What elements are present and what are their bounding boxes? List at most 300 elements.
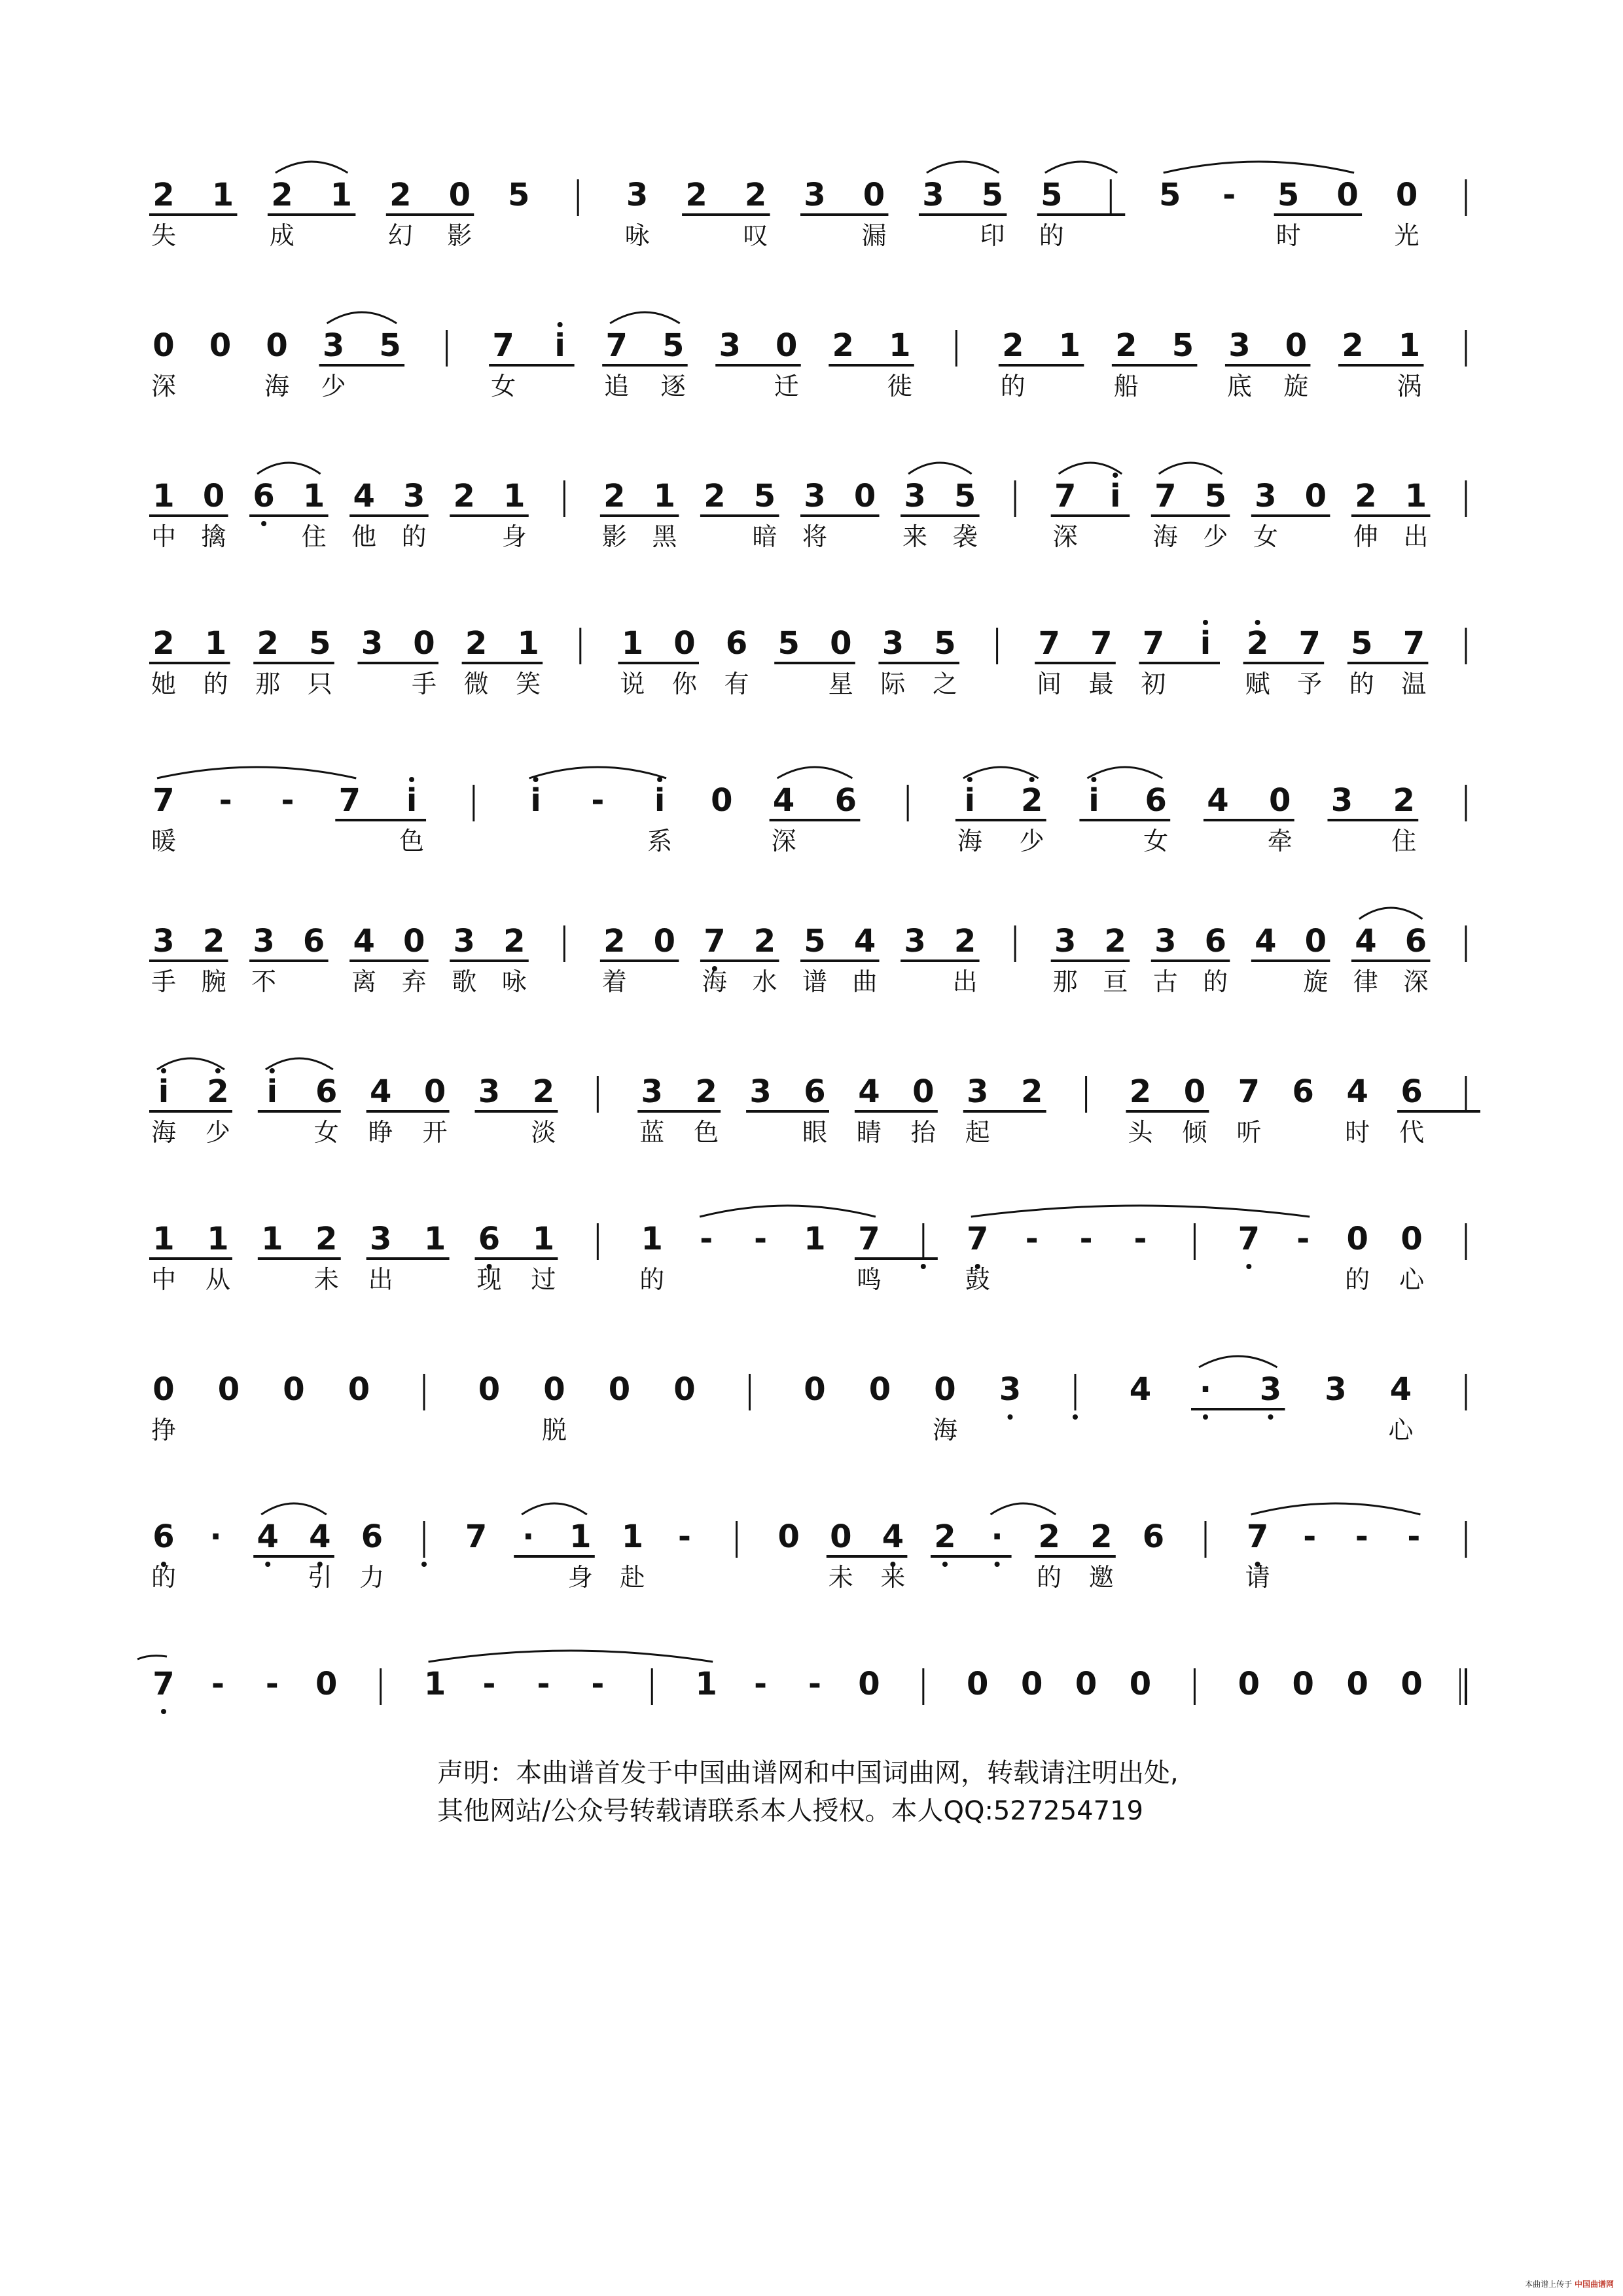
note: 3	[1259, 1371, 1282, 1408]
lyric-char: 女	[313, 1118, 339, 1147]
note: 6	[1292, 1073, 1314, 1110]
lyric-char: 心	[1388, 1416, 1414, 1444]
note: 3	[322, 327, 345, 364]
lyric-char: 听	[1236, 1118, 1262, 1147]
note: 0	[858, 1666, 880, 1702]
octave-dot-below	[921, 1264, 926, 1269]
note: 1	[302, 478, 325, 514]
note: 3	[402, 478, 425, 514]
note: 1	[211, 177, 234, 213]
lyric-char: 予	[1297, 670, 1323, 698]
staff-system-3	[0, 478, 1623, 609]
note: 2	[753, 923, 776, 960]
lyric-char: 时	[1275, 221, 1301, 250]
lyric-char: 着	[601, 967, 627, 996]
note: 2	[1342, 327, 1364, 364]
note: 0	[1346, 1666, 1368, 1702]
lyric-char: 古	[1152, 967, 1178, 996]
tie-continuation	[137, 1656, 167, 1659]
lyric-char: 水	[752, 967, 777, 996]
note: 7	[1038, 625, 1060, 662]
note: 5	[662, 327, 685, 364]
octave-dot-below	[261, 521, 266, 526]
slur-arc	[1159, 463, 1222, 474]
note: 1	[261, 1221, 283, 1257]
staff-marks	[0, 625, 1623, 756]
note: 0	[830, 1518, 852, 1555]
lyric-char: 深	[1403, 967, 1429, 996]
note: 2	[704, 478, 726, 514]
dash-extension: -	[1296, 1221, 1310, 1257]
note: 2	[152, 177, 175, 213]
note: 0	[934, 1371, 956, 1408]
lyric-char: 女	[1143, 827, 1169, 855]
note: 4	[882, 1518, 904, 1555]
note: 3	[1255, 478, 1277, 514]
note: 0	[673, 625, 696, 662]
note: i	[266, 1073, 278, 1110]
lyric-char: 暗	[752, 522, 777, 551]
octave-dot-above	[1029, 777, 1035, 782]
lyric-char: 来	[902, 522, 928, 551]
note: 6	[1142, 1518, 1165, 1555]
lyric-char: 开	[422, 1118, 448, 1147]
lyric-char: 未	[828, 1563, 853, 1592]
note: 4	[858, 1073, 880, 1110]
octave-dot-below	[1203, 1414, 1208, 1420]
slur-arc	[700, 1206, 876, 1217]
note: 0	[315, 1666, 338, 1702]
lyric-char: 的	[639, 1265, 665, 1294]
lyric-char: 脱	[541, 1416, 567, 1444]
slur-arc	[971, 1206, 1310, 1217]
note: 0	[1183, 1073, 1206, 1110]
dash-extension: -	[482, 1666, 496, 1702]
note: 3	[967, 1073, 989, 1110]
lyric-char: 你	[671, 670, 698, 698]
lyric-char: 歌	[452, 967, 477, 996]
note: 0	[202, 478, 225, 514]
note: 7	[152, 1666, 175, 1702]
note: 4	[772, 782, 795, 819]
note: 7	[492, 327, 514, 364]
octave-dot-below	[942, 1562, 948, 1567]
note: 5	[1204, 478, 1226, 514]
slur-arc	[1045, 162, 1117, 173]
note: 4	[1255, 923, 1277, 960]
note: 0	[1336, 177, 1359, 213]
note: 4	[257, 1518, 279, 1555]
slur-arc	[1199, 1356, 1277, 1367]
note: 0	[912, 1073, 935, 1110]
note: 0	[1020, 1666, 1043, 1702]
octave-dot-above	[533, 777, 539, 782]
note: 6	[478, 1221, 501, 1257]
lyric-char: 时	[1345, 1118, 1370, 1147]
lyric-char: 鸣	[856, 1265, 882, 1294]
lyric-char: 出	[368, 1265, 393, 1294]
note: 0	[853, 478, 876, 514]
note: 2	[744, 177, 767, 213]
lyric-char: 叹	[743, 221, 768, 250]
note: 0	[543, 1371, 565, 1408]
note: 2	[832, 327, 854, 364]
note: i	[406, 782, 418, 819]
lyric-char: 的	[401, 522, 427, 551]
note: 5	[309, 625, 331, 662]
lyric-char: 引	[307, 1563, 332, 1592]
octave-dot-below	[1008, 1414, 1013, 1420]
note: 2	[695, 1073, 717, 1110]
note: 7	[605, 327, 628, 364]
lyric-char: 系	[647, 827, 673, 855]
lyric-char: 起	[965, 1118, 990, 1147]
lyric-char: 出	[1403, 522, 1429, 551]
note: 1	[532, 1221, 555, 1257]
note: i	[654, 782, 666, 819]
note: 1	[152, 478, 175, 514]
lyric-char: 挣	[151, 1416, 177, 1444]
lyric-char: 袭	[952, 522, 978, 551]
note: i	[1200, 625, 1211, 662]
note: 5	[508, 177, 530, 213]
staff-system-1	[0, 177, 1623, 308]
note: 1	[621, 1518, 644, 1555]
note: 0	[209, 327, 232, 364]
lyric-char: 抬	[910, 1118, 936, 1147]
lyric-char: 住	[301, 522, 327, 551]
staff-system-2	[0, 327, 1623, 458]
note: 0	[1292, 1666, 1314, 1702]
lyric-char: 弃	[401, 967, 427, 996]
lyric-char: 深	[771, 827, 796, 855]
lyric-char: 船	[1113, 372, 1139, 401]
slur-arc	[261, 1503, 327, 1515]
note: 1	[889, 327, 911, 364]
note: 4	[853, 923, 876, 960]
note: 4	[1346, 1073, 1368, 1110]
note: 0	[423, 1073, 446, 1110]
note: 0	[1304, 923, 1327, 960]
note: 6	[725, 625, 748, 662]
notice-line-2: 其他网站/公众号转载请联系本人授权。本人QQ:527254719	[437, 1796, 1143, 1826]
octave-dot-above	[215, 1068, 221, 1073]
octave-dot-above	[1203, 620, 1208, 625]
dash-extension: -	[537, 1666, 550, 1702]
lyric-char: 影	[601, 522, 627, 551]
note: 1	[641, 1221, 663, 1257]
octave-dot-below	[1268, 1414, 1274, 1420]
lyric-char: 倾	[1182, 1118, 1207, 1147]
staff-system-6	[0, 923, 1623, 1054]
note: 3	[804, 177, 826, 213]
lyric-char: 伸	[1353, 522, 1378, 551]
note: 2	[685, 177, 707, 213]
note: 2	[1020, 1073, 1043, 1110]
lyric-char: 淡	[531, 1118, 556, 1147]
lyric-char: 的	[1203, 967, 1228, 996]
lyric-char: 手	[411, 670, 437, 698]
lyric-char: 律	[1353, 967, 1378, 996]
staff-marks	[0, 1518, 1623, 1649]
note: 0	[777, 1518, 800, 1555]
octave-dot-above	[1113, 473, 1118, 478]
note: 7	[152, 782, 175, 819]
note: 7	[1142, 625, 1165, 662]
lyric-char: 只	[307, 670, 332, 698]
slur-arc	[429, 1651, 713, 1662]
note: 5	[1171, 327, 1194, 364]
note: 0	[967, 1666, 989, 1702]
dash-extension: -	[754, 1666, 768, 1702]
lyric-char: 不	[251, 967, 277, 996]
note: 0	[776, 327, 798, 364]
lyric-char: 请	[1245, 1563, 1270, 1592]
octave-dot-above	[967, 777, 972, 782]
lyric-char: 星	[828, 670, 853, 698]
lyric-char: 少	[321, 372, 346, 401]
lyric-char: 的	[151, 1563, 177, 1592]
note: 2	[1020, 782, 1043, 819]
lyric-char: 暖	[151, 827, 177, 855]
note: i	[1109, 478, 1121, 514]
staff-system-5	[0, 782, 1623, 913]
lyric-char: 少	[205, 1118, 230, 1147]
lyric-char: 的	[1345, 1265, 1370, 1294]
slur-arc	[327, 312, 397, 323]
note: 7	[1154, 478, 1177, 514]
lyric-char: 海	[932, 1416, 958, 1444]
note: 1	[204, 625, 227, 662]
lyric-char: 笑	[516, 670, 541, 698]
dash-extension: -	[678, 1518, 691, 1555]
lyric-char: 说	[620, 670, 645, 698]
lyric-char: 将	[802, 522, 828, 551]
note: 1	[1058, 327, 1081, 364]
lyric-char: 深	[151, 372, 177, 401]
note: 1	[653, 478, 676, 514]
lyric-char: 中	[151, 522, 177, 551]
octave-dot-below	[995, 1562, 1000, 1567]
octave-dot-above	[1091, 777, 1096, 782]
site-watermark	[1525, 2278, 1614, 2289]
notice-line-1: 声明：本曲谱首发于中国曲谱网和中国词曲网，转载请注明出处,	[437, 1758, 1179, 1788]
note: 1	[423, 1221, 446, 1257]
note: 0	[402, 923, 425, 960]
dot-augmentation: ·	[209, 1518, 222, 1555]
note: 0	[348, 1371, 370, 1408]
lyric-char: 女	[491, 372, 516, 401]
octave-dot-below	[161, 1709, 166, 1714]
note: 4	[353, 923, 375, 960]
slur-arc	[1251, 1503, 1421, 1515]
lyric-char: 逐	[660, 372, 686, 401]
note: 0	[653, 923, 676, 960]
staff-marks	[0, 782, 1623, 913]
note: 6	[253, 478, 275, 514]
lyric-char: 光	[1394, 221, 1419, 250]
note: 7	[1238, 1221, 1260, 1257]
note: 1	[804, 1221, 826, 1257]
dash-extension: -	[591, 782, 605, 819]
lyric-char: 赋	[1245, 670, 1270, 698]
note: 0	[217, 1371, 240, 1408]
lyric-char: 幻	[387, 221, 413, 250]
lyric-char: 腕	[201, 967, 226, 996]
slur-arc	[157, 1058, 224, 1069]
lyric-char: 失	[151, 221, 177, 250]
lyric-char: 初	[1141, 670, 1166, 698]
octave-dot-above	[270, 1068, 275, 1073]
note: 5	[1159, 177, 1181, 213]
note: 0	[1285, 327, 1308, 364]
note: 5	[1277, 177, 1300, 213]
note: 0	[448, 177, 471, 213]
note: 5	[804, 923, 826, 960]
note: 7	[1402, 625, 1425, 662]
note: 2	[257, 625, 279, 662]
note: 2	[1090, 1518, 1113, 1555]
note: 4	[1207, 782, 1229, 819]
note: 5	[954, 478, 976, 514]
lyric-char: 从	[205, 1265, 230, 1294]
note: 4	[353, 478, 375, 514]
note: 5	[934, 625, 956, 662]
note: 1	[207, 1221, 229, 1257]
lyric-char: 曲	[852, 967, 878, 996]
note: i	[964, 782, 976, 819]
note: 3	[641, 1073, 663, 1110]
slur-arc	[927, 162, 999, 173]
note: 2	[315, 1221, 338, 1257]
note: 7	[1054, 478, 1077, 514]
note: 1	[569, 1518, 592, 1555]
lyric-char: 微	[463, 670, 489, 698]
lyric-char: 徙	[887, 372, 912, 401]
dash-extension: -	[281, 782, 294, 819]
note: 7	[1090, 625, 1113, 662]
note: 3	[922, 177, 944, 213]
lyric-char: 眼	[802, 1118, 828, 1147]
dash-extension: -	[754, 1221, 768, 1257]
note: 3	[1054, 923, 1077, 960]
slur-arc	[777, 767, 853, 778]
slur-arc	[266, 1058, 333, 1069]
lyric-char: 旋	[1283, 372, 1309, 401]
note: 0	[608, 1371, 631, 1408]
note: 2	[1129, 1073, 1152, 1110]
lyric-char: 咏	[501, 967, 527, 996]
lyric-char: 有	[724, 670, 749, 698]
note: 0	[283, 1371, 305, 1408]
note: 1	[1398, 327, 1421, 364]
note: 5	[1041, 177, 1063, 213]
note: 7	[858, 1221, 880, 1257]
note: 0	[1075, 1666, 1097, 1702]
lyric-char: 海	[702, 967, 727, 996]
note: 1	[1404, 478, 1427, 514]
lyric-char: 海	[957, 827, 982, 855]
note: 6	[152, 1518, 175, 1555]
lyric-char: 女	[1253, 522, 1278, 551]
note: 4	[1389, 1371, 1412, 1408]
lyric-char: 手	[151, 967, 177, 996]
slur-arc	[963, 767, 1039, 778]
lyric-char: 咏	[624, 221, 650, 250]
dash-extension: -	[808, 1666, 821, 1702]
octave-dot-above	[1255, 620, 1260, 625]
lyric-char: 追	[604, 372, 630, 401]
note: 3	[478, 1073, 501, 1110]
note: 3	[719, 327, 741, 364]
note: 1	[621, 625, 644, 662]
lyric-char: 黑	[652, 522, 677, 551]
note: 0	[830, 625, 852, 662]
lyric-char: 离	[351, 967, 377, 996]
lyric-char: 之	[932, 670, 958, 698]
note: 1	[503, 478, 526, 514]
lyric-char: 的	[1349, 670, 1374, 698]
slur-arc	[522, 1503, 587, 1515]
note: 3	[361, 625, 383, 662]
octave-dot-below	[1073, 1414, 1078, 1420]
note: 6	[804, 1073, 826, 1110]
dot-augmentation: ·	[991, 1518, 1003, 1555]
note: 3	[1228, 327, 1251, 364]
lyric-char: 中	[151, 1265, 177, 1294]
note: 5	[753, 478, 776, 514]
lyric-char: 最	[1088, 670, 1114, 698]
octave-dot-below	[1246, 1264, 1251, 1269]
dash-extension: -	[1222, 177, 1236, 213]
lyric-char: 亘	[1103, 967, 1128, 996]
lyric-char: 邀	[1088, 1563, 1114, 1592]
note: 0	[1269, 782, 1291, 819]
note: 4	[369, 1073, 392, 1110]
lyric-char: 印	[980, 221, 1005, 250]
dash-extension: -	[1303, 1518, 1317, 1555]
lyric-char: 间	[1037, 670, 1062, 698]
lyric-char: 身	[501, 522, 527, 551]
slur-arc	[610, 312, 680, 323]
lyric-char: 涡	[1397, 372, 1422, 401]
staff-system-4	[0, 625, 1623, 756]
note: 2	[1246, 625, 1269, 662]
dash-extension: -	[1133, 1221, 1147, 1257]
slur-arc	[991, 1503, 1056, 1515]
note: 6	[834, 782, 857, 819]
octave-dot-above	[657, 777, 662, 782]
lyric-char: 的	[1039, 221, 1064, 250]
lyric-char: 底	[1226, 372, 1252, 401]
lyric-char: 漏	[861, 221, 887, 250]
note: 3	[152, 923, 175, 960]
note: 2	[389, 177, 412, 213]
note: 2	[1355, 478, 1377, 514]
lyric-char: 海	[1152, 522, 1178, 551]
dot-augmentation: ·	[1199, 1371, 1212, 1408]
dash-extension: -	[700, 1221, 713, 1257]
note: 5	[981, 177, 1004, 213]
lyric-char: 心	[1399, 1265, 1425, 1294]
lyric-char: 迁	[774, 372, 799, 401]
note: 0	[1395, 177, 1418, 213]
lyric-char: 影	[447, 221, 473, 250]
note: 3	[999, 1371, 1022, 1408]
note: 0	[413, 625, 435, 662]
note: 5	[1351, 625, 1373, 662]
note: i	[158, 1073, 169, 1110]
